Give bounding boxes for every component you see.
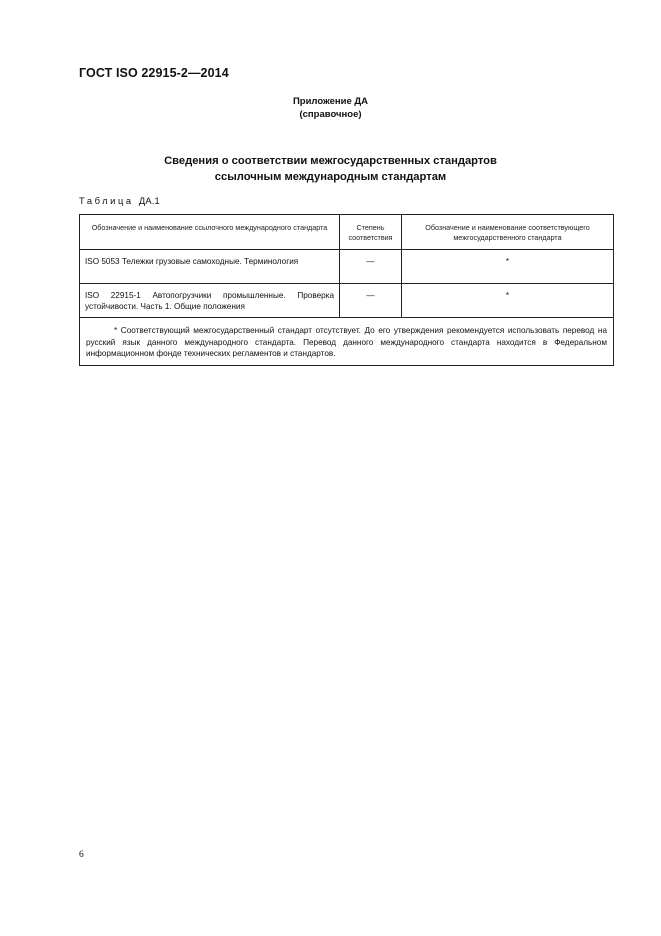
table-caption-number: ДА.1 — [138, 196, 160, 206]
table-row — [80, 284, 614, 318]
table-footnote-cell — [80, 318, 614, 366]
annex-subtitle: (справочное) — [299, 109, 362, 120]
annex-title: Приложение ДА — [292, 96, 369, 107]
document-title-line-2: ссылочным международным стандартам — [214, 171, 447, 183]
table-footnote: * Соответствующий межгосударственный стандарт отсутствует. До его утверждения рекомендуется использовать перевод на русский язык данного международного стандарта. Перевод данного международного стандарта находится в Федеральном информационном фонде технических регламентов и стандартов. — [86, 326, 607, 358]
cell-degree: — — [340, 284, 402, 318]
table-footnote-row — [80, 318, 614, 366]
table-caption — [79, 196, 160, 206]
cell-reference: ISO 22915-1 Автопогрузчики промышленные. Проверка устойчивости. Часть 1. Общие положения — [80, 284, 340, 318]
cell-interstate: * — [402, 250, 614, 284]
document-title — [0, 153, 661, 185]
header-interstate-standard: Обозначение и наименование соответствующего межгосударственного стандарта — [402, 215, 614, 250]
standard-code-header: ГОСТ ISO 22915-2—2014 — [79, 66, 229, 80]
page-number: 6 — [79, 850, 84, 860]
header-reference-standard: Обозначение и наименование ссылочного международного стандарта — [80, 215, 340, 250]
table-caption-word: Таблица — [79, 196, 134, 206]
cell-degree: — — [340, 250, 402, 284]
table-row — [80, 250, 614, 284]
cell-interstate: * — [402, 284, 614, 318]
document-title-line-1: Сведения о соответствии межгосударственных стандартов — [164, 155, 497, 167]
table-header-row — [80, 215, 614, 250]
correspondence-table — [79, 214, 614, 366]
cell-reference: ISO 5053 Тележки грузовые самоходные. Терминология — [80, 250, 340, 284]
header-degree: Степень соответствия — [340, 215, 402, 250]
